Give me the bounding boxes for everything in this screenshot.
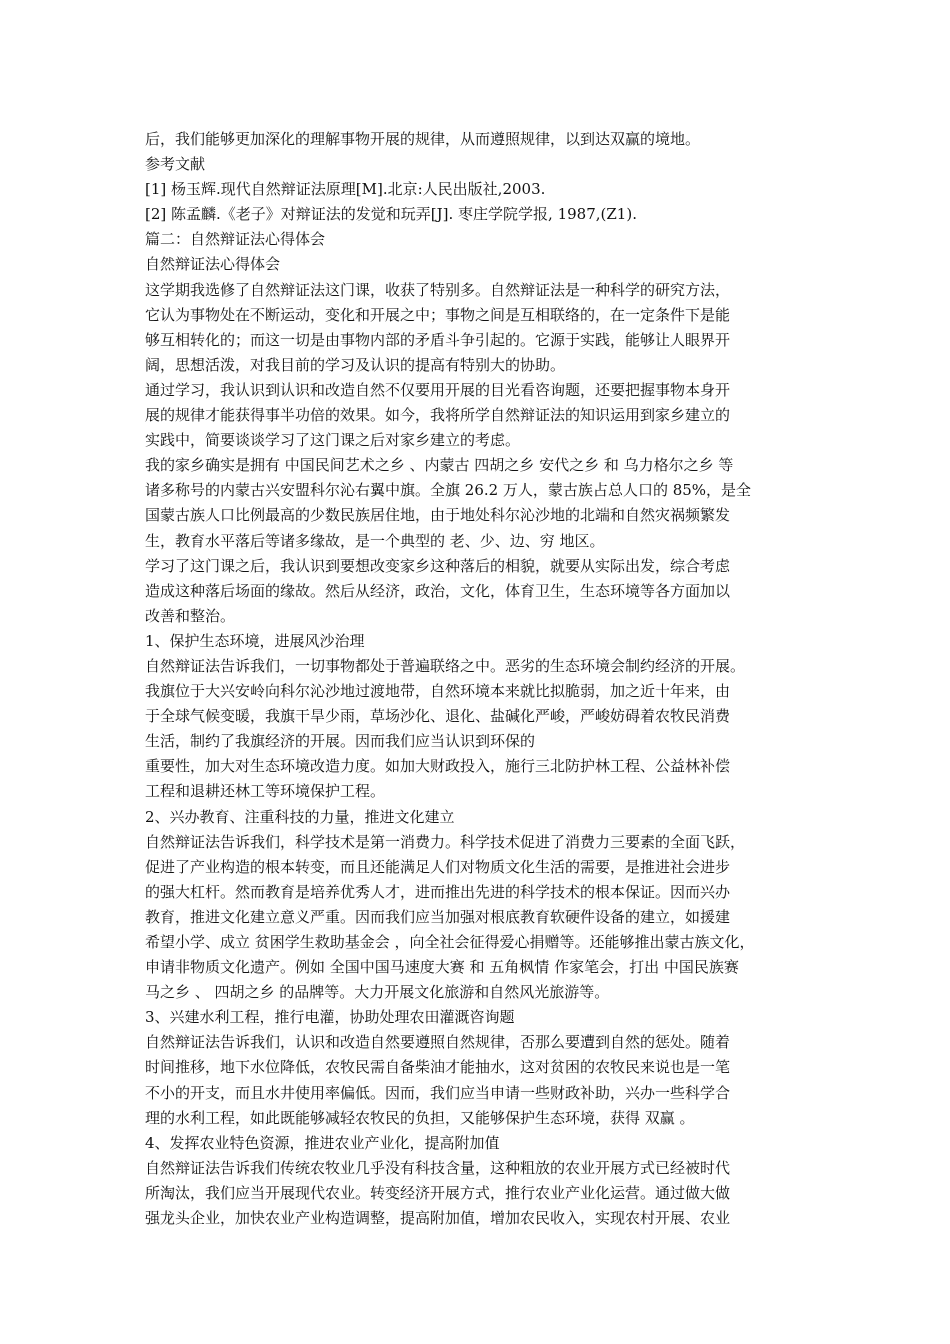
document-body	[145, 127, 817, 1231]
text-line: 3、兴建水利工程，推行电灌，协助处理农田灌溉咨询题	[145, 1008, 515, 1027]
text-line: 国蒙古族人口比例最高的少数民族居住地，由于地处科尔沁沙地的北端和自然灾祸频繁发	[145, 506, 731, 525]
text-line: 申请非物质文化遗产。例如 全国中国马速度大赛 和 五角枫情 作家笔会，打出 中国民族赛	[145, 958, 739, 977]
text-line: 实践中，简要谈谈学习了这门课之后对家乡建立的考虑。	[145, 431, 521, 450]
text-line: 4、发挥农业特色资源，推进农业产业化，提高附加值	[145, 1133, 500, 1152]
text-line: [1] 杨玉辉.现代自然辩证法原理[M].北京:人民出版社,2003.	[145, 180, 546, 199]
text-line: 阔，思想活泼，对我目前的学习及认识的提高有特别大的协助。	[145, 355, 566, 374]
text-line: 强龙头企业，加快农业产业构造调整，提高附加值，增加农民收入，实现农村开展、农业	[145, 1209, 731, 1228]
text-line: 诸多称号的内蒙古兴安盟科尔沁右翼中旗。全旗 26.2 万人，蒙古族占总人口的 85%，是全	[145, 481, 752, 500]
text-line: 够互相转化的；而这一切是由事物内部的矛盾斗争引起的。它源于实践，能够让人眼界开	[145, 330, 731, 349]
text-line: 造成这种落后场面的缘故。然后从经济，政治，文化，体育卫生，生态环境等各方面加以	[145, 581, 731, 600]
text-line: 我旗位于大兴安岭向科尔沁沙地过渡地带，自然环境本来就比拟脆弱，加之近十年来，由	[145, 682, 731, 701]
text-line: 自然辩证法心得体会	[145, 255, 281, 274]
text-line: 促进了产业构造的根本转变，而且还能满足人们对物质文化生活的需要，是推进社会进步	[145, 857, 731, 876]
text-line: 这学期我选修了自然辩证法这门课，收获了特别多。自然辩证法是一种科学的研究方法，	[145, 280, 731, 299]
text-line: 所淘汰，我们应当开展现代农业。转变经济开展方式，推行农业产业化运营。通过做大做	[145, 1183, 731, 1202]
text-line: 自然辩证法告诉我们传统农牧业几乎没有科技含量，这种粗放的农业开展方式已经被时代	[145, 1158, 731, 1177]
text-line: 于全球气候变暖，我旗干旱少雨，草场沙化、退化、盐碱化严峻，严峻妨碍着农牧民消费	[145, 707, 731, 726]
text-line: 不小的开支，而且水井使用率偏低。因而，我们应当申请一些财政补助，兴办一些科学合	[145, 1083, 731, 1102]
text-line: 理的水利工程，如此既能够减轻农牧民的负担，又能够保护生态环境，获得 双赢 。	[145, 1108, 695, 1127]
text-line: 重要性，加大对生态环境改造力度。如加大财政投入，施行三北防护林工程、公益林补偿	[145, 757, 731, 776]
text-line: [2] 陈孟麟.《老子》对辩证法的发觉和玩弄[J]. 枣庄学院学报, 1987,(Z1).	[145, 205, 637, 224]
text-line: 希望小学、成立 贫困学生救助基金会 ，向全社会征得爱心捐赠等。还能够推出蒙古族文化，	[145, 933, 755, 951]
text-line: 自然辩证法告诉我们，认识和改造自然要遵照自然规律，否那么要遭到自然的惩处。随着	[145, 1033, 731, 1052]
text-line: 学习了这门课之后，我认识到要想改变家乡这种落后的相貌，就要从实际出发，综合考虑	[145, 556, 731, 575]
text-line: 生活，制约了我旗经济的开展。因而我们应当认识到环保的	[145, 732, 536, 751]
text-line: 的强大杠杆。然而教育是培养优秀人才，进而推出先进的科学技术的根本保证。因而兴办	[145, 882, 731, 901]
text-line: 生，教育水平落后等诸多缘故，是一个典型的 老、少、边、穷 地区。	[145, 531, 605, 550]
text-line: 参考文献	[145, 155, 206, 174]
text-line: 它认为事物处在不断运动，变化和开展之中；事物之间是互相联络的，在一定条件下是能	[145, 305, 731, 324]
text-line: 2、兴办教育、注重科技的力量，推进文化建立	[145, 807, 455, 826]
text-line: 改善和整治。	[145, 606, 236, 625]
text-line: 1、保护生态环境，进展风沙治理	[145, 631, 365, 650]
text-line: 展的规律才能获得事半功倍的效果。如今，我将所学自然辩证法的知识运用到家乡建立的	[145, 406, 731, 425]
text-line: 自然辩证法告诉我们，一切事物都处于普遍联络之中。恶劣的生态环境会制约经济的开展。	[145, 656, 746, 675]
text-line: 教育，推进文化建立意义严重。因而我们应当加强对根底教育软硬件设备的建立，如援建	[145, 907, 731, 926]
text-line: 时间推移，地下水位降低，农牧民需自备柴油才能抽水，这对贫困的农牧民来说也是一笔	[145, 1058, 731, 1077]
text-line: 我的家乡确实是拥有 中国民间艺术之乡 、内蒙古 四胡之乡 安代之乡 和 乌力格尔之乡 等	[145, 456, 734, 475]
text-line: 通过学习，我认识到认识和改造自然不仅要用开展的目光看咨询题，还要把握事物本身开	[145, 380, 731, 399]
text-line: 马之乡 、 四胡之乡 的品牌等。大力开展文化旅游和自然风光旅游等。	[145, 983, 610, 1002]
text-line: 工程和退耕还林工等环境保护工程。	[145, 782, 386, 801]
text-line: 自然辩证法告诉我们，科学技术是第一消费力。科学技术促进了消费力三要素的全面飞跃，	[145, 832, 746, 851]
text-line: 篇二：自然辩证法心得体会	[145, 230, 326, 249]
text-line: 后，我们能够更加深化的理解事物开展的规律，从而遵照规律，以到达双赢的境地。	[145, 130, 701, 148]
